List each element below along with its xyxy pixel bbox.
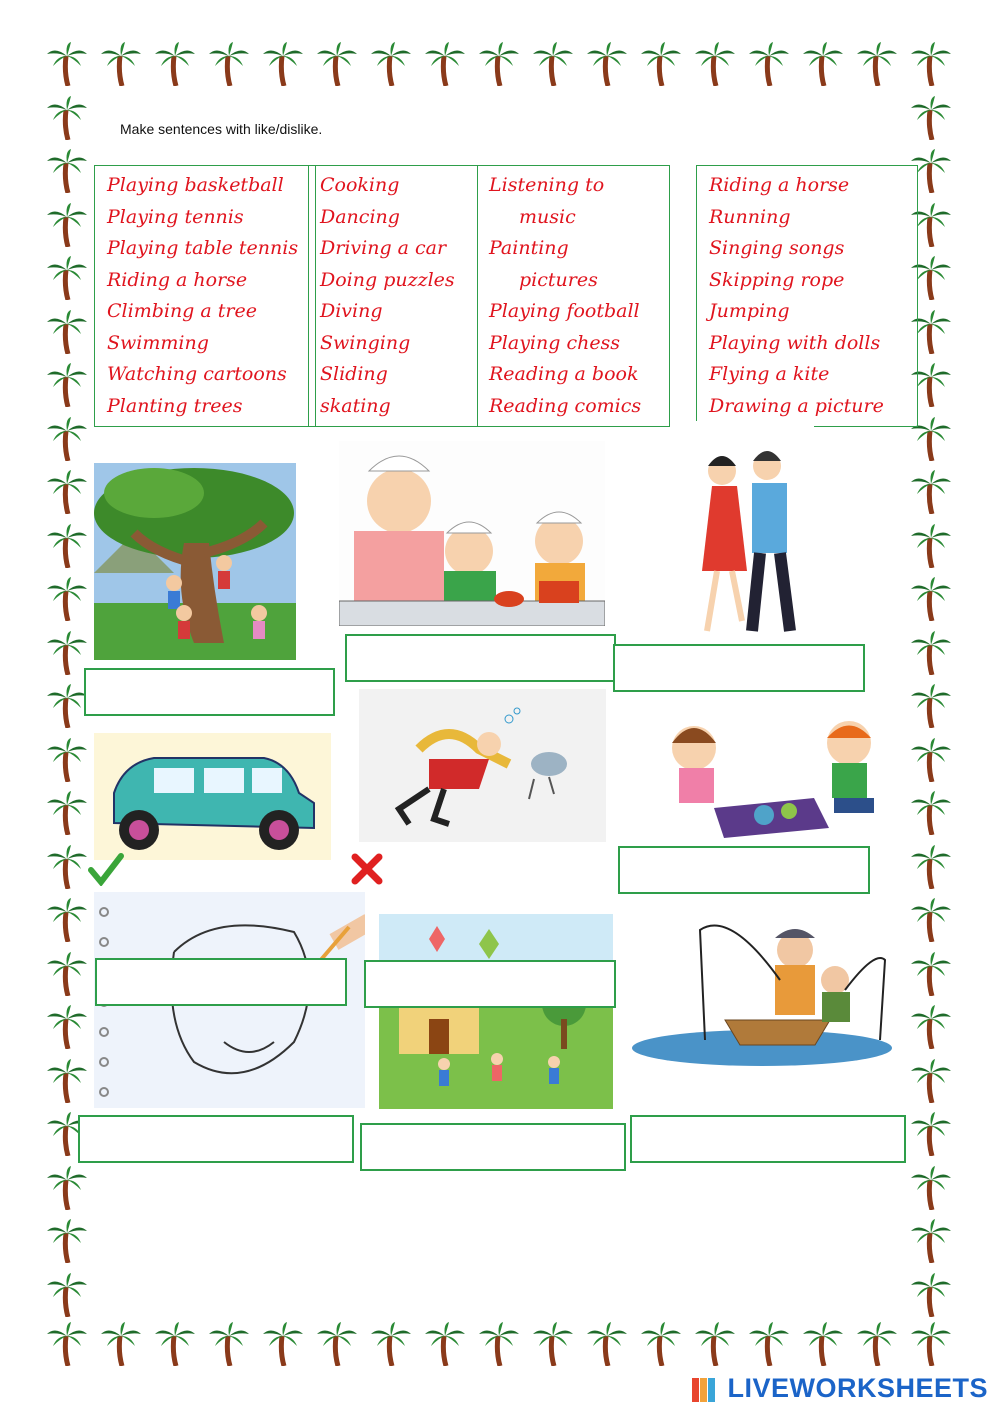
palm-tree-icon bbox=[479, 42, 519, 86]
palm-tree-icon bbox=[911, 845, 951, 889]
palm-tree-icon bbox=[695, 42, 735, 86]
palm-tree-icon bbox=[749, 42, 789, 86]
word-item: Playing chess bbox=[489, 331, 621, 354]
palm-tree-icon bbox=[857, 1322, 897, 1366]
palm-tree-icon bbox=[101, 1322, 141, 1366]
palm-tree-icon bbox=[47, 577, 87, 621]
palm-tree-icon bbox=[803, 1322, 843, 1366]
word-item: Riding a horse bbox=[107, 268, 248, 291]
word-item: Dancing bbox=[320, 205, 400, 228]
palm-tree-icon bbox=[425, 42, 465, 86]
palm-tree-icon bbox=[911, 1112, 951, 1156]
palm-tree-icon bbox=[911, 1059, 951, 1103]
palm-tree-icon bbox=[911, 952, 951, 996]
palm-tree-icon bbox=[47, 203, 87, 247]
palm-tree-icon bbox=[911, 791, 951, 835]
palm-tree-icon bbox=[47, 310, 87, 354]
palm-tree-icon bbox=[47, 1166, 87, 1210]
like-check-icon bbox=[88, 852, 124, 886]
palm-tree-icon bbox=[101, 42, 141, 86]
palm-tree-icon bbox=[47, 470, 87, 514]
palm-tree-icon bbox=[911, 470, 951, 514]
word-item: Swinging bbox=[320, 331, 411, 354]
word-item: Painting bbox=[489, 237, 569, 259]
answer-box-7[interactable] bbox=[78, 1115, 354, 1163]
palm-tree-icon bbox=[911, 1219, 951, 1263]
climbing-tree-picture bbox=[94, 463, 296, 660]
word-item: Playing tennis bbox=[107, 205, 244, 228]
liveworksheets-brand[interactable]: LIVEWORKSHEETS bbox=[727, 1373, 988, 1403]
palm-tree-icon bbox=[911, 524, 951, 568]
palm-tree-icon bbox=[155, 1322, 195, 1366]
palm-tree-icon bbox=[47, 149, 87, 193]
palm-tree-icon bbox=[47, 952, 87, 996]
palm-tree-icon bbox=[47, 42, 87, 86]
instruction-text: Make sentences with like/dislike. bbox=[120, 121, 323, 137]
palm-tree-icon bbox=[371, 42, 411, 86]
word-item: Singing songs bbox=[709, 237, 845, 259]
palm-tree-icon bbox=[587, 42, 627, 86]
word-item: Flying a kite bbox=[709, 363, 830, 385]
word-item: Reading comics bbox=[489, 394, 642, 417]
word-item: Watching cartoons bbox=[107, 363, 287, 385]
palm-tree-icon bbox=[47, 96, 87, 140]
palm-tree-icon bbox=[47, 363, 87, 407]
palm-tree-icon bbox=[47, 1005, 87, 1049]
word-item: Playing football bbox=[489, 300, 640, 322]
answer-box-6[interactable] bbox=[364, 960, 616, 1008]
palm-tree-icon bbox=[47, 1219, 87, 1263]
palm-tree-icon bbox=[911, 1005, 951, 1049]
word-item: Jumping bbox=[709, 300, 790, 322]
doing-puzzles-picture bbox=[654, 713, 894, 845]
word-item: Drawing a picture bbox=[709, 394, 884, 417]
palm-tree-icon bbox=[47, 791, 87, 835]
palm-tree-icon bbox=[47, 684, 87, 728]
word-item: Doing puzzles bbox=[320, 268, 455, 291]
palm-tree-icon bbox=[749, 1322, 789, 1366]
palm-tree-icon bbox=[911, 1273, 951, 1317]
palm-tree-icon bbox=[911, 42, 951, 86]
word-item: Reading a book bbox=[489, 363, 639, 385]
answer-box-9[interactable] bbox=[630, 1115, 906, 1163]
palm-tree-icon bbox=[533, 1322, 573, 1366]
palm-tree-icon bbox=[263, 42, 303, 86]
palm-tree-icon bbox=[695, 1322, 735, 1366]
word-item: Driving a car bbox=[320, 237, 447, 259]
word-item: Riding a horse bbox=[709, 174, 850, 196]
palm-tree-icon bbox=[317, 1322, 357, 1366]
palm-tree-icon bbox=[47, 845, 87, 889]
word-item: Diving bbox=[320, 300, 383, 322]
palm-tree-icon bbox=[911, 684, 951, 728]
answer-box-8[interactable] bbox=[360, 1123, 626, 1171]
answer-box-2[interactable] bbox=[345, 634, 616, 682]
diving-picture bbox=[359, 689, 606, 842]
palm-tree-icon bbox=[47, 524, 87, 568]
answer-box-4[interactable] bbox=[618, 846, 870, 894]
palm-tree-icon bbox=[47, 1273, 87, 1317]
fishing-picture bbox=[630, 910, 895, 1067]
palm-tree-icon bbox=[425, 1322, 465, 1366]
palm-tree-icon bbox=[911, 738, 951, 782]
driving-car-picture bbox=[94, 733, 331, 860]
word-column-4 bbox=[696, 165, 918, 427]
palm-tree-icon bbox=[209, 42, 249, 86]
dislike-cross-icon bbox=[350, 852, 384, 886]
palm-tree-icon bbox=[911, 577, 951, 621]
flying-kite-picture bbox=[379, 914, 613, 1109]
word-item: Cooking bbox=[320, 174, 400, 196]
palm-tree-icon bbox=[479, 1322, 519, 1366]
cooking-picture bbox=[339, 441, 605, 626]
answer-box-1[interactable] bbox=[84, 668, 335, 716]
palm-tree-icon bbox=[317, 42, 357, 86]
liveworksheets-logo-icon bbox=[692, 1378, 716, 1402]
palm-tree-icon bbox=[641, 1322, 681, 1366]
palm-tree-icon bbox=[371, 1322, 411, 1366]
palm-tree-icon bbox=[47, 256, 87, 300]
word-column-2 bbox=[308, 165, 478, 427]
palm-tree-icon bbox=[47, 1322, 87, 1366]
word-column-3 bbox=[477, 165, 670, 427]
word-item: Playing table tennis bbox=[107, 237, 299, 259]
palm-tree-icon bbox=[911, 1322, 951, 1366]
palm-tree-icon bbox=[47, 631, 87, 675]
word-item: Sliding bbox=[320, 363, 388, 385]
palm-tree-icon bbox=[263, 1322, 303, 1366]
word-item: Listening to bbox=[489, 174, 605, 196]
palm-tree-icon bbox=[47, 898, 87, 942]
word-item: Skipping rope bbox=[709, 268, 845, 291]
word-column-1 bbox=[94, 165, 316, 427]
palm-tree-icon bbox=[47, 1059, 87, 1103]
palm-tree-icon bbox=[803, 42, 843, 86]
word-item: Planting trees bbox=[107, 394, 243, 417]
palm-tree-icon bbox=[47, 738, 87, 782]
word-item: pictures bbox=[519, 268, 598, 291]
word-item: Playing with dolls bbox=[709, 331, 881, 354]
palm-tree-icon bbox=[155, 42, 195, 86]
palm-tree-icon bbox=[911, 1166, 951, 1210]
palm-tree-icon bbox=[911, 898, 951, 942]
dancing-picture bbox=[672, 421, 814, 639]
word-item: skating bbox=[320, 394, 391, 417]
palm-tree-icon bbox=[47, 417, 87, 461]
word-item: Running bbox=[709, 205, 791, 228]
word-item: Climbing a tree bbox=[107, 300, 257, 322]
answer-box-3[interactable] bbox=[613, 644, 865, 692]
palm-tree-icon bbox=[587, 1322, 627, 1366]
word-item: Playing basketball bbox=[107, 174, 284, 196]
palm-tree-icon bbox=[209, 1322, 249, 1366]
word-item: music bbox=[519, 205, 576, 228]
palm-tree-icon bbox=[641, 42, 681, 86]
palm-tree-icon bbox=[911, 631, 951, 675]
palm-tree-icon bbox=[911, 96, 951, 140]
palm-tree-icon bbox=[533, 42, 573, 86]
answer-box-5[interactable] bbox=[95, 958, 347, 1006]
palm-tree-icon bbox=[857, 42, 897, 86]
word-item: Swimming bbox=[107, 331, 209, 354]
